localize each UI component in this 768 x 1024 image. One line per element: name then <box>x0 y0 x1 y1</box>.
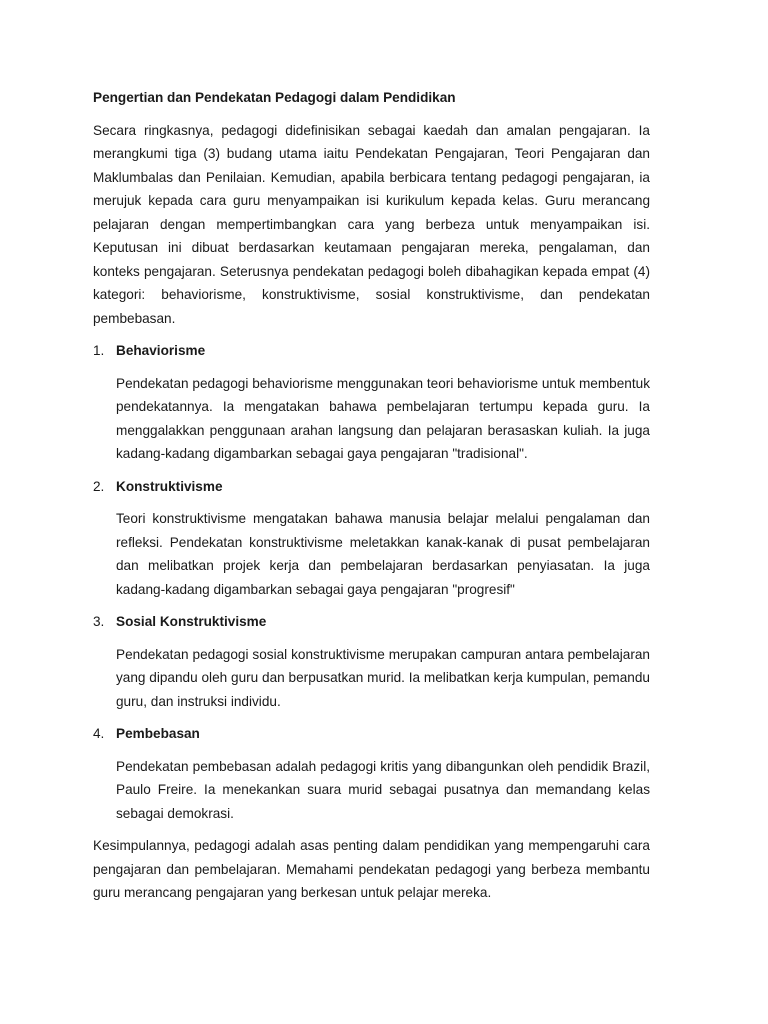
document-title: Pengertian dan Pendekatan Pedagogi dalam Pendidikan <box>93 90 456 105</box>
section-title: Behaviorisme <box>116 343 206 358</box>
section-title: Konstruktivisme <box>116 478 223 494</box>
section-pembebasan <box>93 722 650 825</box>
intro-paragraph: Secara ringkasnya, pedagogi didefinisikan sebagai kaedah dan amalan pengajaran. Ia merangkumi tiga (3) budang utama iaitu Pendekatan Pengajaran, Teori Pengajaran dan Maklumbalas dan Penilaian. Kemudian, apabila berbicara tentang pedagogi pengajaran, ia merujuk kepada cara guru menyampaikan isi kurikulum kepada kelas. Guru merancang pelajaran dengan mempertimbangkan cara yang berbeza untuk menyampaikan isi. Keputusan ini dibuat berdasarkan keutamaan pengajaran mereka, pengalaman, dan konteks pengajaran. Seterusnya pendekatan pedagogi boleh dibahagikan kepada empat (4) kategori: behaviorisme, konstruktivisme, sosial konstruktivisme, dan pendekatan pembebasan. <box>93 122 650 326</box>
section-body: Pendekatan pembebasan adalah pedagogi kritis yang dibangunkan oleh pendidik Brazil, Paulo Freire. Ia menekankan suara murid sebagai pusatnya dan memandang kelas sebagai demokrasi. <box>116 758 650 821</box>
section-number: 4. <box>93 726 105 741</box>
section-heading <box>93 610 650 634</box>
section-title: Pembebasan <box>116 726 200 741</box>
section-body: Pendekatan pedagogi sosial konstruktivisme merupakan campuran antara pembelajaran yang dipandu oleh guru dan berpusatkan murid. Ia melibatkan kerja kumpulan, pemandu guru, dan instruksi individu. <box>116 646 650 709</box>
section-heading <box>93 339 650 363</box>
section-number: 2. <box>93 478 105 494</box>
section-behaviorisme <box>93 339 650 466</box>
conclusion-paragraph: Kesimpulannya, pedagogi adalah asas penting dalam pendidikan yang mempengaruhi cara pengajaran dan pembelajaran. Memahami pendekatan pedagogi yang berbeza membantu guru merancang pengajaran yang berkesan untuk pelajar mereka. <box>93 838 650 900</box>
section-heading <box>93 475 650 499</box>
section-konstruktivisme <box>93 475 650 602</box>
section-number: 1. <box>93 343 105 358</box>
document-page <box>93 86 650 914</box>
section-body: Pendekatan pedagogi behaviorisme menggunakan teori behaviorisme untuk membentuk pendekatannya. Ia mengatakan bahawa pembelajaran tertumpu kepada guru. Ia menggalakkan penggunaan arahan langsung dan pelajaran berasaskan kuliah. Ia juga kadang-kadang digambarkan sebagai gaya pengajaran "tradisional". <box>116 375 650 461</box>
section-number: 3. <box>93 614 105 629</box>
section-sosial-konstruktivisme <box>93 610 650 713</box>
section-heading <box>93 722 650 746</box>
section-body: Teori konstruktivisme mengatakan bahawa manusia belajar melalui pengalaman dan refleksi. Pendekatan konstruktivisme meletakkan kanak-kanak di pusat pembelajaran dan melibatkan projek kerja dan pembelajaran berdasarkan penyiasatan. Ia juga kadang-kadang digambarkan sebagai gaya pengajaran "progresif" <box>116 511 650 597</box>
section-title: Sosial Konstruktivisme <box>116 614 267 629</box>
